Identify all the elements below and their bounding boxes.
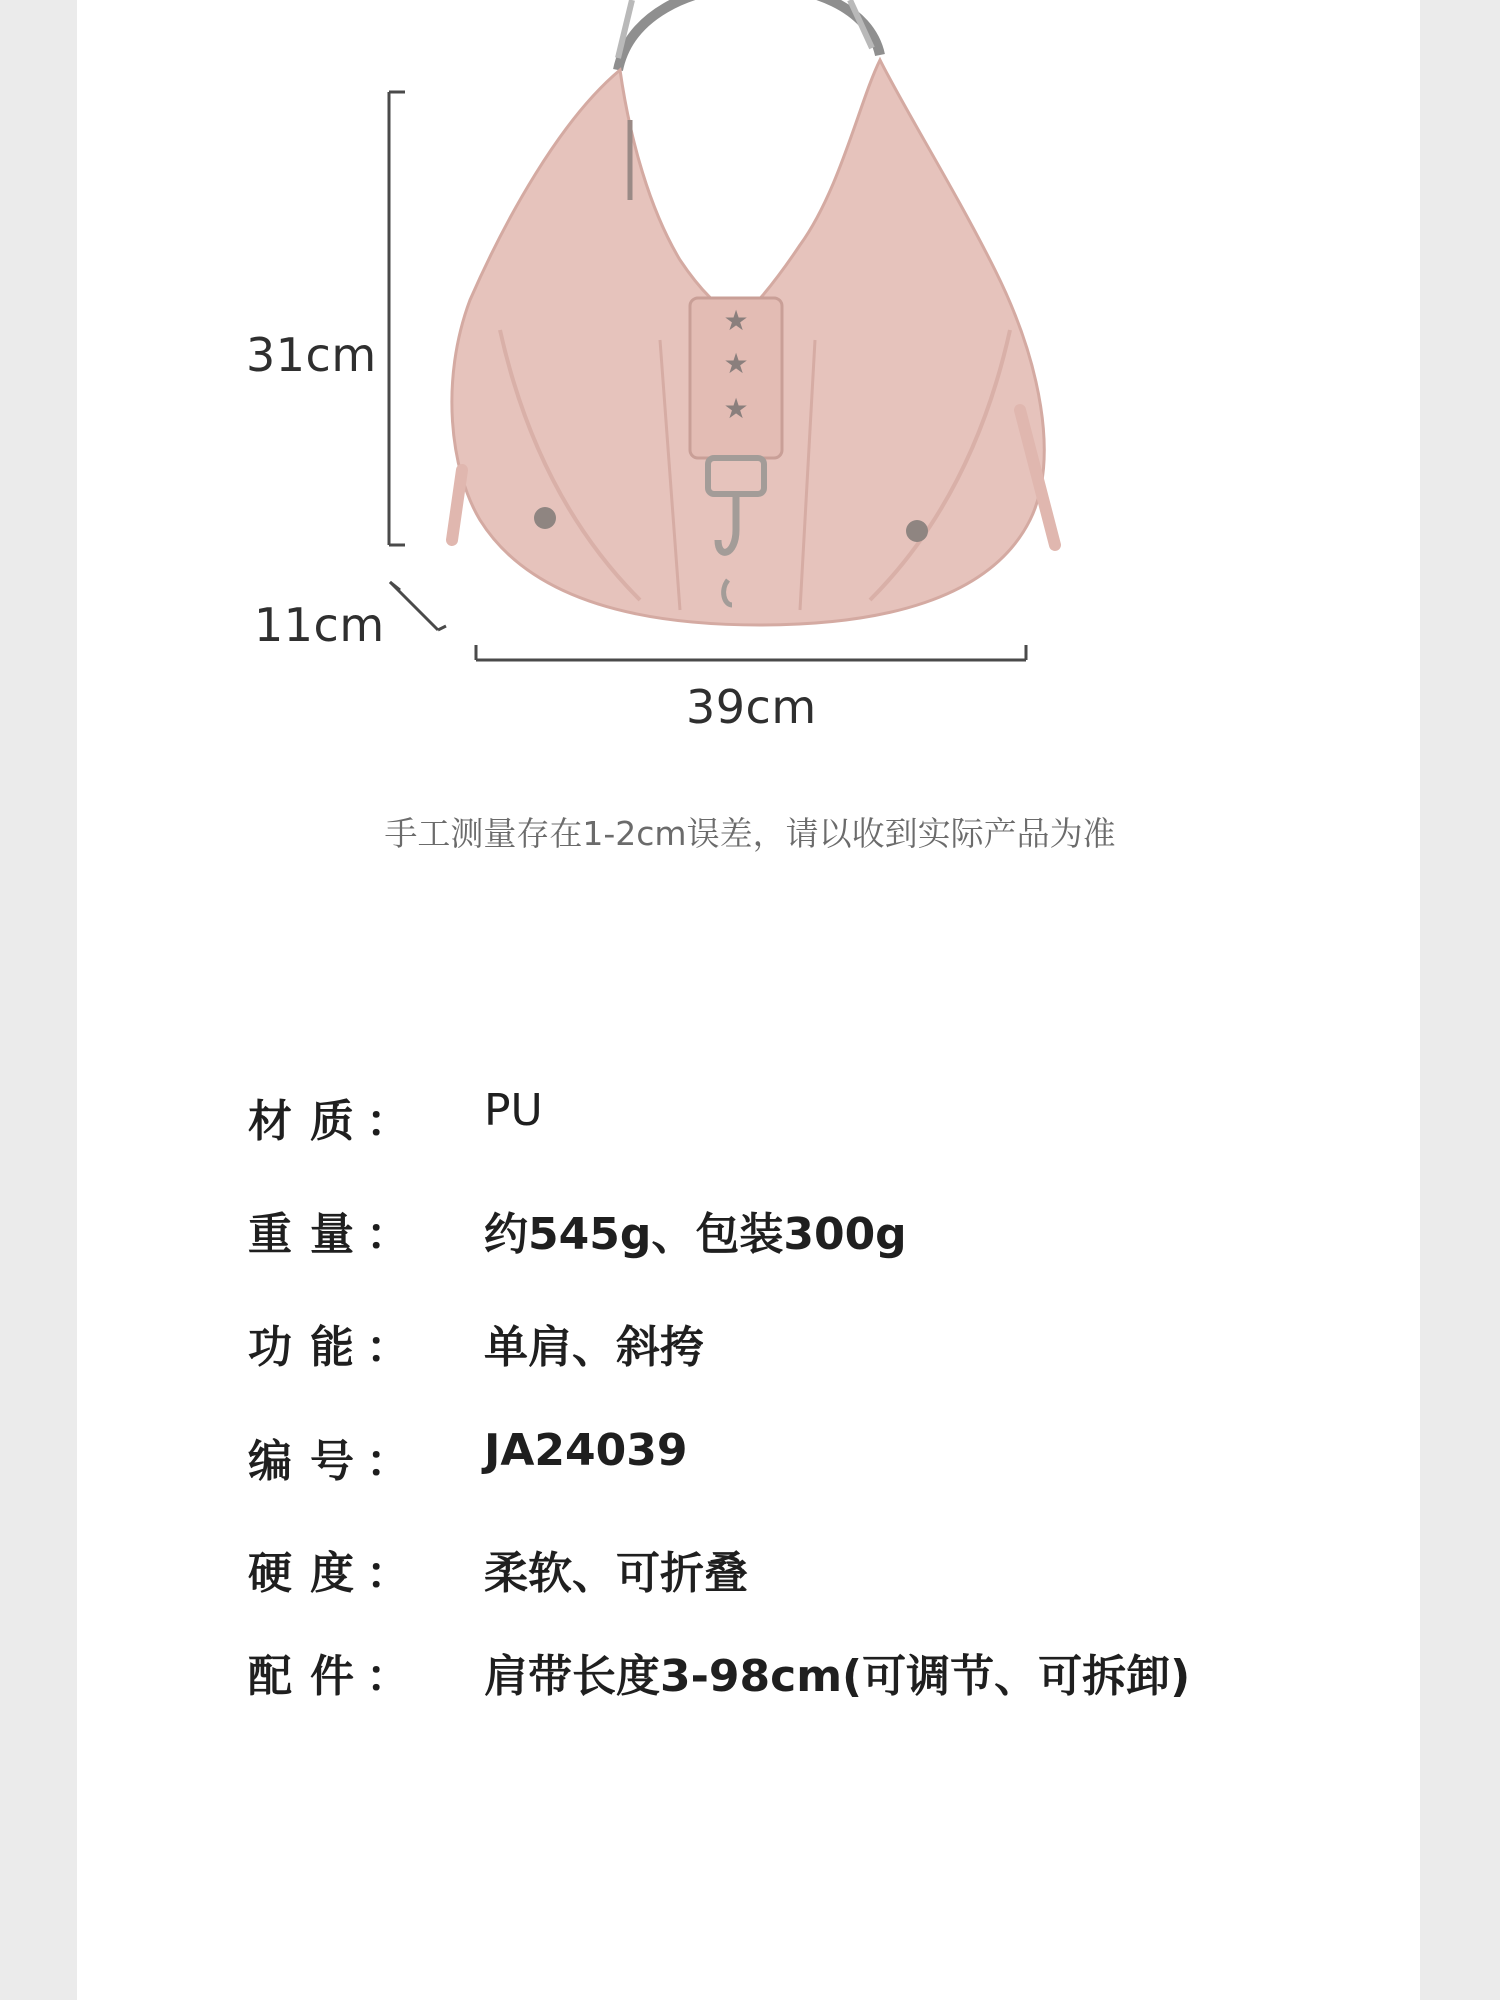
depth-label: 11cm [254,598,385,652]
spec-row-weight [248,1198,1348,1258]
bag-strap [618,0,880,70]
height-dimension-line [389,92,405,545]
star-stud-icon: ★ [723,304,749,337]
spec-value: 肩带长度3-98cm(可调节、可拆卸) [484,1651,1191,1702]
width-dimension-line [476,645,1026,660]
height-label: 31cm [246,328,377,382]
spec-label: 编号 [248,1436,372,1487]
spec-row-code [248,1425,1348,1485]
spec-value: 柔软、可折叠 [484,1548,748,1599]
spec-label: 硬度 [248,1548,372,1599]
spec-label: 材质 [248,1096,372,1147]
spec-row-accessories [248,1640,1348,1700]
pink-hobo-bag-image [0,0,1500,700]
spec-colon: ： [366,1548,410,1599]
spec-row-hardness [248,1537,1348,1597]
spec-colon: ： [366,1209,410,1260]
spec-colon: ： [366,1436,410,1487]
spec-label: 功能 [248,1322,372,1373]
spec-colon: ： [366,1322,410,1373]
spec-value: PU [484,1085,543,1136]
star-stud-icon: ★ [723,392,749,425]
spec-label: 配件 [248,1651,372,1702]
spec-value: JA24039 [484,1425,688,1476]
measurement-note: 手工测量存在1-2cm误差，请以收到实际产品为准 [384,814,1116,853]
spec-value: 单肩、斜挎 [484,1322,704,1373]
spec-colon: ： [366,1096,410,1147]
spec-value: 约545g、包装300g [484,1209,907,1260]
width-label: 39cm [686,680,817,734]
spec-label: 重量 [248,1209,372,1260]
spec-row-function [248,1311,1348,1371]
product-image-section [0,0,1500,734]
spec-colon: ： [366,1651,410,1702]
depth-dimension-line [390,582,446,630]
star-stud-icon: ★ [723,347,749,380]
spec-row-material [248,1085,1348,1145]
